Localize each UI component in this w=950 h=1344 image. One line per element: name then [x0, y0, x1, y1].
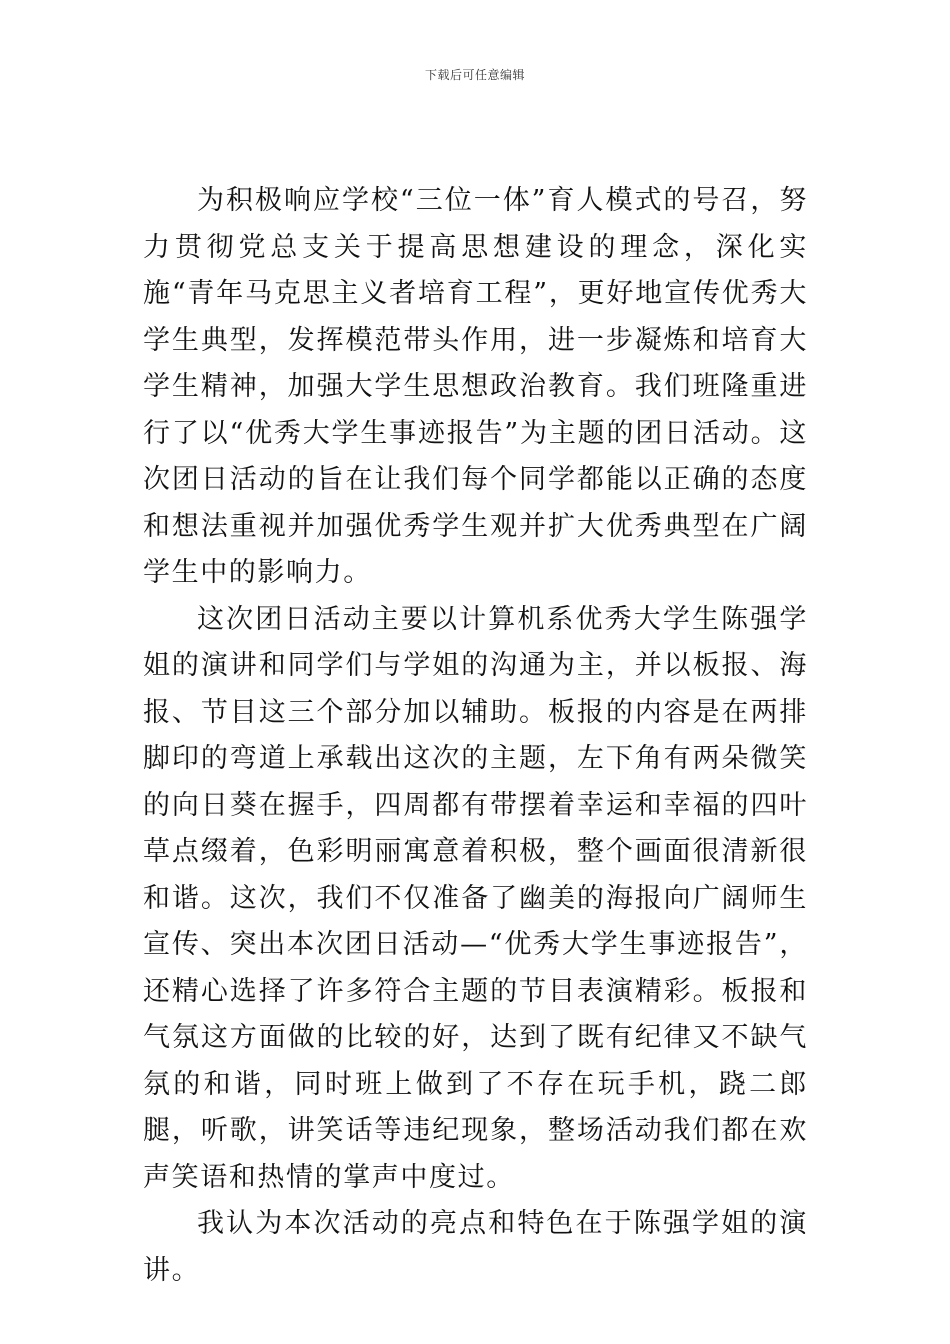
- paragraph-2: 这次团日活动主要以计算机系优秀大学生陈强学姐的演讲和同学们与学姐的沟通为主，并以板报、海报、节目这三个部分加以辅助。板报的内容是在两排脚印的弯道上承载出这次的主题，左下角有两朵微笑的向日葵在握手，四周都有带摆着幸运和幸福的四叶草点缀着，色彩明丽寓意着积极，整个画面很清新很和谐。这次，我们不仅准备了幽美的海报向广阔师生宣传、突出本次团日活动—“优秀大学生事迹报告”，还精心选择了许多符合主题的节目表演精彩。板报和气氛这方面做的比较的好，达到了既有纪律又不缺气氛的和谐，同时班上做到了不存在玩手机，跷二郎腿，听歌，讲笑话等违纪现象，整场活动我们都在欢声笑语和热情的掌声中度过。: [143, 603, 808, 1193]
- document-body: [143, 178, 808, 1294]
- paragraph-3: 我认为本次活动的亮点和特色在于陈强学姐的演讲。: [143, 1208, 808, 1286]
- page-header-note: 下载后可任意编辑: [424, 68, 525, 82]
- paragraph-1: 为积极响应学校“三位一体”育人模式的号召，努力贯彻党总支关于提高思想建设的理念，深化实施“青年马克思主义者培育工程”，更好地宣传优秀大学生典型，发挥模范带头作用，进一步凝炼和培育大学生精神，加强大学生思想政治教育。我们班隆重进行了以“优秀大学生事迹报告”为主题的团日活动。这次团日活动的旨在让我们每个同学都能以正确的态度和想法重视并加强优秀学生观并扩大优秀典型在广阔学生中的影响力。: [143, 185, 808, 588]
